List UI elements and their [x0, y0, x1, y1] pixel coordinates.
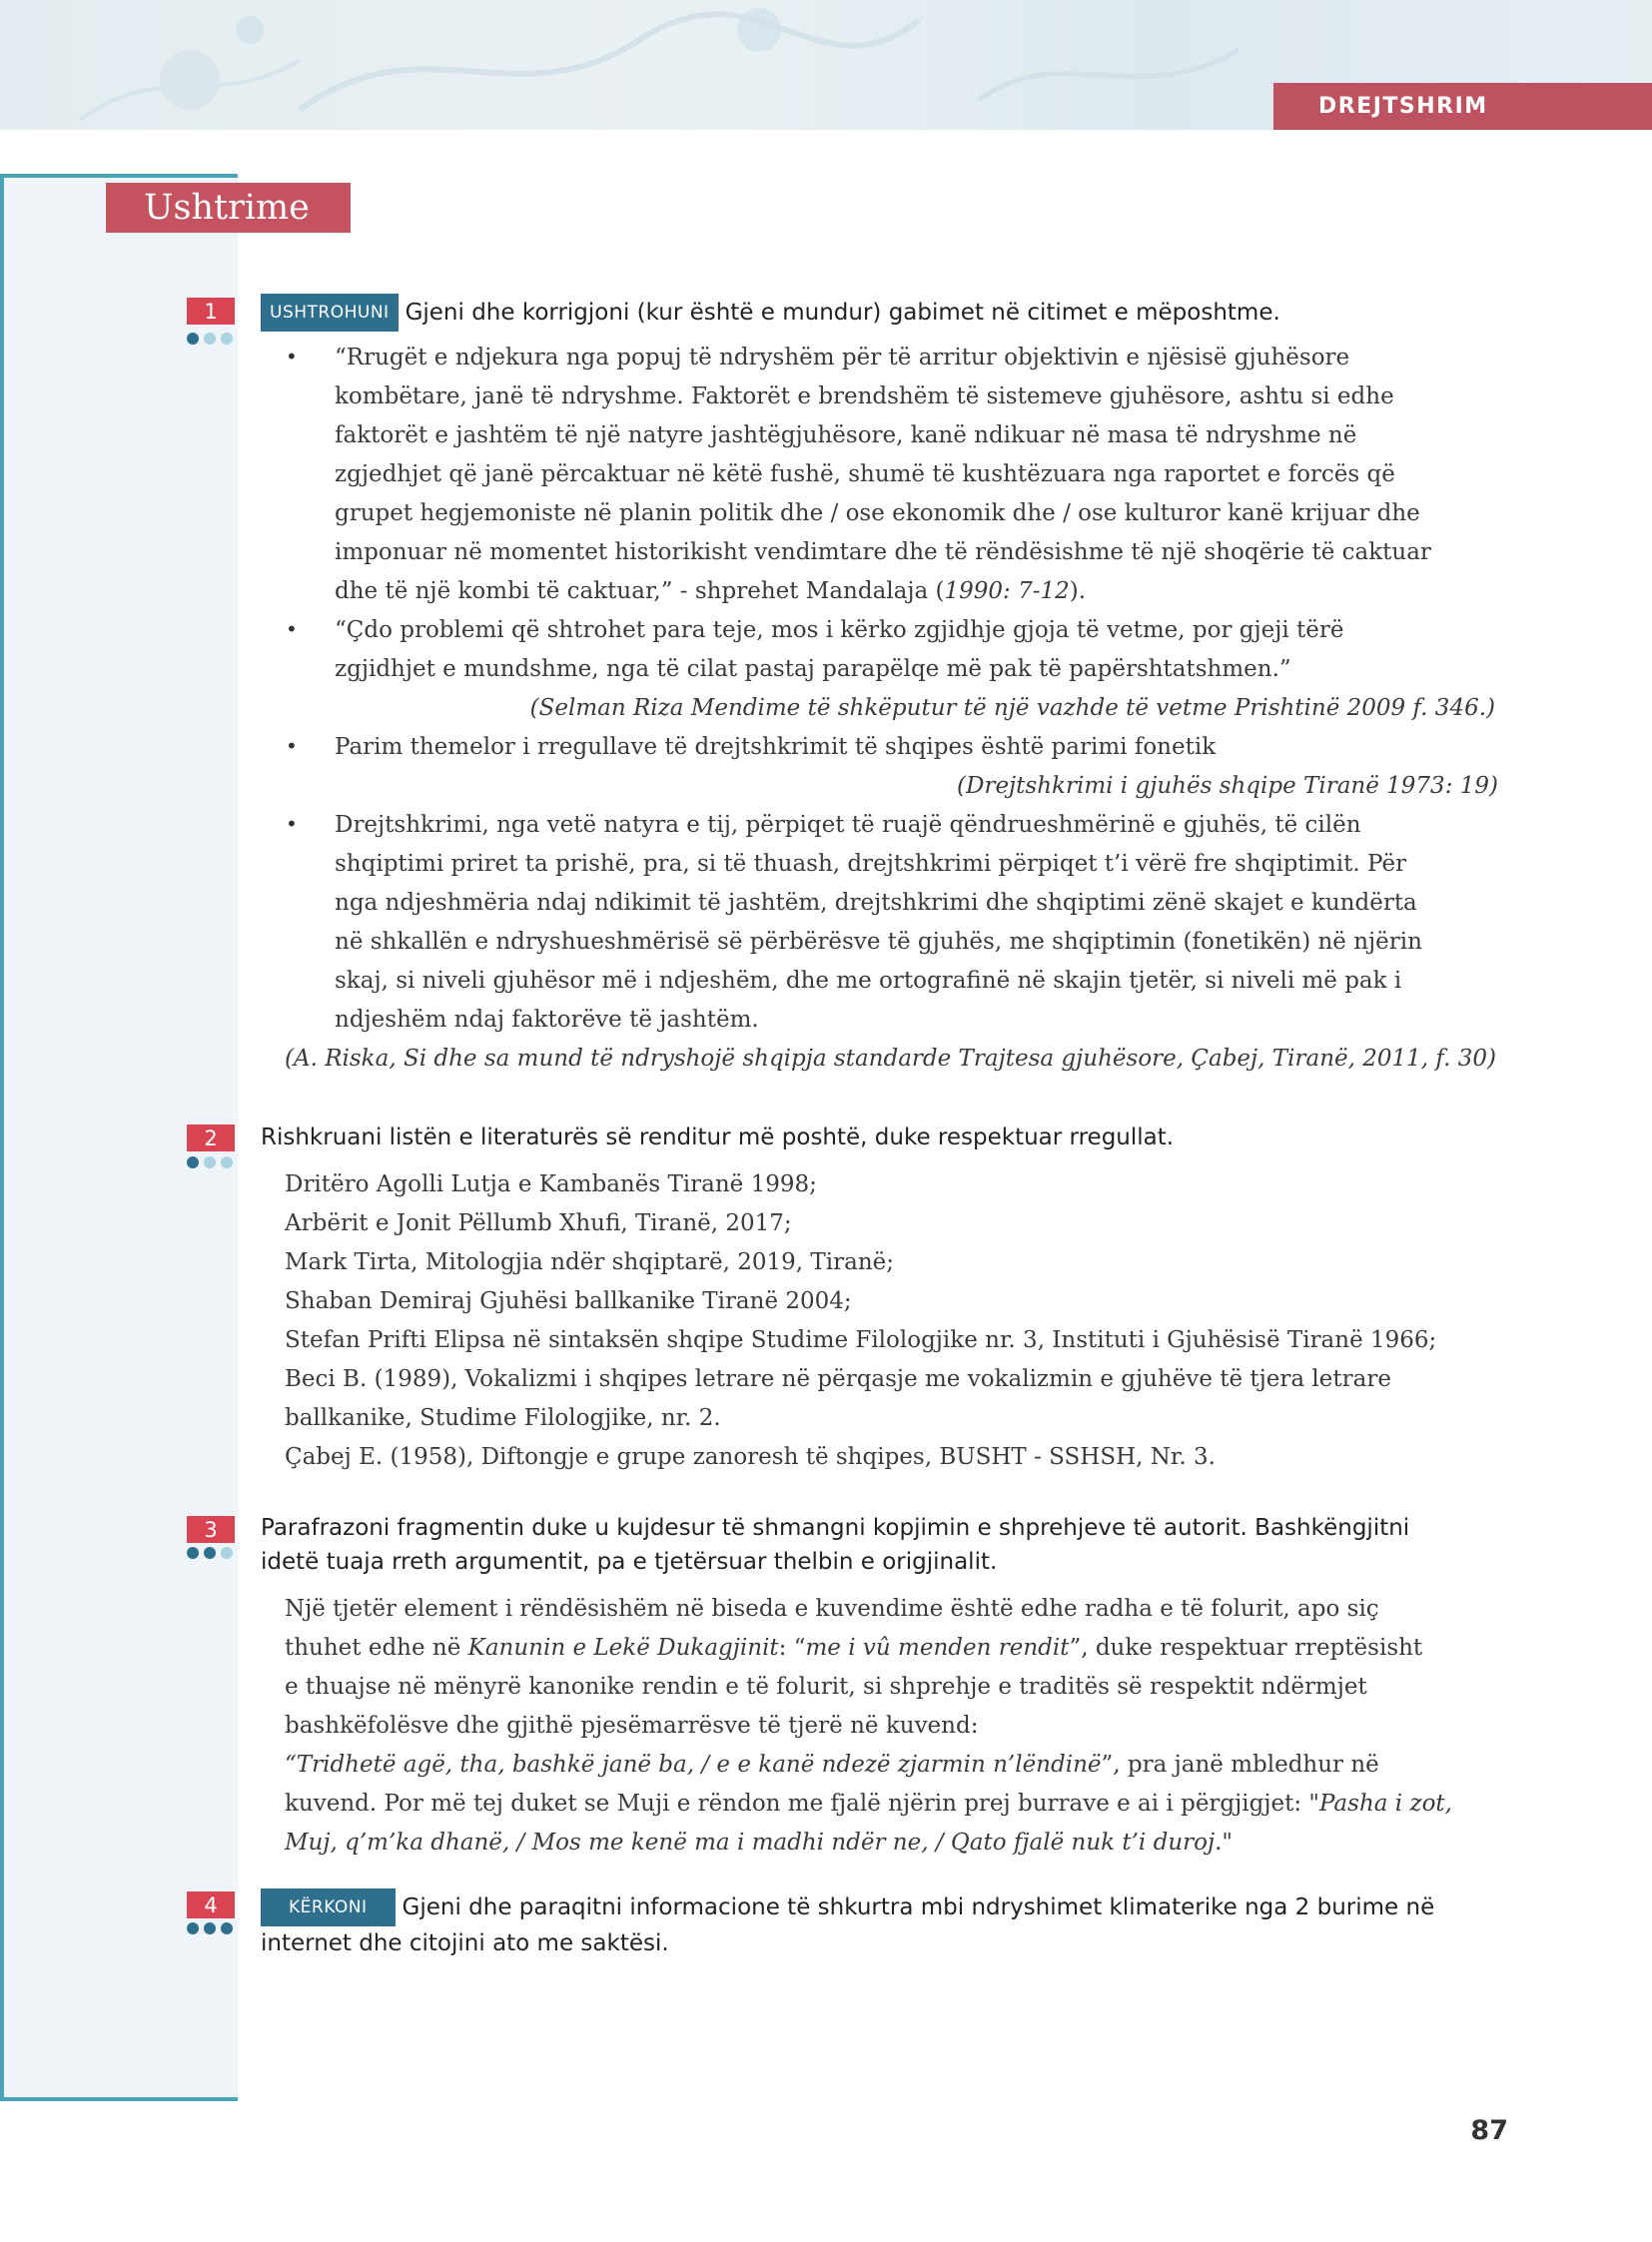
passage-line	[285, 1629, 1503, 1668]
reference-item: Dritëro Agolli Lutja e Kambanës Tiranë 1998;	[285, 1171, 817, 1197]
difficulty-dot	[187, 333, 199, 345]
difficulty-dot	[221, 1547, 233, 1559]
exercise-number-text: 4	[204, 1892, 218, 1917]
quote-line: faktorët e jashtëm të një natyre jashtëgjuhësore, kanë ndikuar në masa të ndryshme në	[335, 422, 1357, 448]
quote-line: imponuar në momentet historikisht vendimtare dhe të rëndësishme të një shoqërie të caktuar	[335, 539, 1431, 565]
exercise-number-4	[187, 1891, 235, 1918]
page-number: 87	[1470, 2115, 1508, 2146]
citation-year: 1990: 7-12	[944, 578, 1070, 604]
exercise-instruction-2	[261, 1121, 1174, 1154]
instruction-text: Rishkruani listën e literaturës së renditur më poshtë, duke respektuar rregullat.	[261, 1124, 1175, 1150]
difficulty-dot	[204, 1547, 216, 1559]
section-label	[1273, 83, 1652, 130]
bullet-icon: •	[286, 345, 298, 369]
difficulty-dot	[221, 1922, 233, 1934]
exercise-number-text: 3	[204, 1517, 218, 1542]
difficulty-dots-2	[187, 1156, 233, 1168]
difficulty-dot	[187, 1922, 199, 1934]
quote-line: Parim themelor i rregullave të drejtshkrimit të shqipes është parimi fonetik	[335, 734, 1217, 760]
quote-3	[335, 728, 1498, 806]
instruction-line	[261, 1888, 1434, 1926]
exercise-number-3	[187, 1516, 235, 1543]
difficulty-dot	[204, 1922, 216, 1934]
bullet-icon: •	[286, 617, 298, 641]
quote-line: në shkallën e ndryshueshmërisë së përbërësve të gjuhës, me shqiptimin (fonetikën) në njërin	[335, 929, 1422, 955]
quote-line: “Çdo problemi që shtrohet para teje, mos i kërko zgjidhje gjoja të vetme, por gjeji tërë	[335, 617, 1344, 643]
passage-text: kuvend. Por më tej duket se Muji e rëndon me fjalë njërin prej burrave e ai i përgjigjet: "	[285, 1791, 1319, 1817]
passage-text: ”, pra janë mbledhur në	[1101, 1752, 1379, 1778]
section-title-text: Ushtrime	[144, 188, 310, 228]
passage-text: : “	[778, 1635, 806, 1661]
difficulty-dot	[221, 1156, 233, 1168]
difficulty-dot	[187, 1156, 199, 1168]
instruction-text: Gjeni dhe paraqitni informacione të shkurtra mbi ndryshimet klimaterike nga 2 burime në	[402, 1894, 1435, 1920]
reference-item: Çabej E. (1958), Diftongje e grupe zanoresh të shqipes, BUSHT - SSHSH, Nr. 3.	[285, 1444, 1216, 1470]
passage-line	[285, 1824, 1503, 1863]
passage-line	[285, 1785, 1503, 1824]
difficulty-dots-4	[187, 1922, 233, 1934]
difficulty-dot	[204, 333, 216, 345]
quote-4	[335, 806, 1503, 1040]
quote-line: skaj, si niveli gjuhësor më i ndjeshëm, dhe me ortografinë në skajin tjetër, si niveli më pak i	[335, 968, 1402, 994]
quote-source: (Selman Riza Mendime të shkëputur të një vazhde të vetme Prishtinë 2009 f. 346.)	[529, 695, 1495, 721]
reference-item: Stefan Prifti Elipsa në sintaksën shqipe Studime Filologjike nr. 3, Instituti i Gjuhësisë Tiranë 1966;	[285, 1327, 1437, 1353]
quote-line: “Rrugët e ndjekura nga popuj të ndryshëm për të arritur objektivin e njësisë gjuhësore	[335, 345, 1350, 371]
quote-text: ).	[1069, 578, 1087, 604]
passage-line	[285, 1746, 1503, 1785]
quote-line: zgjidhjet e mundshme, nga të cilat pastaj parapëlqe më pak të papërshtatshmen.”	[335, 656, 1291, 682]
section-title	[106, 183, 351, 233]
quote-source: (A. Riska, Si dhe sa mund të ndryshojë shqipja standarde Trajtesa gjuhësore, Çabej, Tiranë, 2011, f. 30)	[285, 1046, 1496, 1072]
passage-text: thuhet edhe në	[285, 1635, 468, 1661]
difficulty-dot	[187, 1547, 199, 1559]
reference-item: Shaban Demiraj Gjuhësi ballkanike Tiranë 2004;	[285, 1288, 852, 1314]
exercise-number-text: 2	[204, 1125, 218, 1150]
exercise-number-2	[187, 1124, 235, 1151]
bullet-icon: •	[286, 812, 298, 836]
exercise-instruction-1	[261, 294, 1280, 332]
section-label-text: DREJTSHRIM	[1318, 94, 1488, 119]
passage	[285, 1590, 1503, 1863]
quote-line: nga ndjeshmëria ndaj ndikimit të jashtëm, drejtshkrimi dhe shqiptimi zënë skajet e kundërta	[335, 890, 1417, 916]
reference-list	[285, 1165, 1503, 1477]
quote-line: kombëtare, janë të ndryshme. Faktorët e brendshëm të sistemeve gjuhësore, ashtu si edhe	[335, 383, 1394, 409]
passage-line: e thuajse në mënyrë kanonike rendin e të folurit, si shprehje e traditës së respektit ndërmjet	[285, 1674, 1367, 1700]
quote-1	[335, 339, 1503, 611]
exercise-tag: USHTROHUNI	[261, 294, 399, 332]
difficulty-dot	[221, 333, 233, 345]
quote-line: ndjeshëm ndaj faktorëve të jashtëm.	[335, 1007, 759, 1033]
quote-line: shqiptimi priret ta prishë, pra, si të thuash, drejtshkrimi përpiqet t’i vërë fre shqiptimit. Për	[335, 851, 1407, 877]
passage-line: bashkëfolësve dhe gjithë pjesëmarrësve të tjerë në kuvend:	[285, 1713, 979, 1739]
instruction-text: Gjeni dhe korrigjoni (kur është e mundur) gabimet në citimet e mëposhtme.	[405, 300, 1280, 326]
reference-item: Arbërit e Jonit Pëllumb Xhufi, Tiranë, 2017;	[285, 1210, 792, 1236]
instruction-text: Parafrazoni fragmentin duke u kujdesur të shmangni kopjimin e shprehjeve të autorit. Bashkëngjitni	[261, 1515, 1410, 1541]
quote-source: (Drejtshkrimi i gjuhës shqipe Tiranë 1973: 19)	[957, 773, 1498, 799]
passage-text: ”, duke respektuar rreptësisht	[1069, 1635, 1423, 1661]
passage-italic: Muj, q’m’ka dhanë, / Mos me kenë ma i madhi ndër ne, / Qato fjalë nuk t’i duroj."	[285, 1830, 1233, 1856]
difficulty-dots-3	[187, 1547, 233, 1559]
quote-text: dhe të një kombi të caktuar,” - shprehet Mandalaja (	[335, 578, 945, 604]
passage-italic: Kanunin e Lekë Dukagjinit	[467, 1635, 779, 1661]
passage-italic: Pasha i zot,	[1318, 1791, 1452, 1817]
reference-item: ballkanike, Studime Filologjike, nr. 2.	[285, 1405, 721, 1431]
quote-line: Drejtshkrimi, nga vetë natyra e tij, përpiqet të ruajë qëndrueshmërinë e gjuhës, të cilën	[335, 812, 1361, 838]
quote-line: zgjedhjet që janë përcaktuar në këtë fushë, shumë të kushtëzuara nga raportet e forcës që	[335, 461, 1395, 487]
exercise-number-text: 1	[204, 299, 218, 324]
quote-2	[335, 611, 1503, 728]
exercise-instruction-3	[261, 1511, 1409, 1579]
difficulty-dot	[204, 1156, 216, 1168]
quote-line: grupet hegjemoniste në planin politik dhe / ose ekonomik dhe / ose kulturor kanë krijuar dhe	[335, 500, 1420, 526]
instruction-text: idetë tuaja rreth argumentit, pa e tjetërsuar thelbin e origjinalit.	[261, 1549, 998, 1575]
passage-line: Një tjetër element i rëndësishëm në biseda e kuvendime është edhe radha e të folurit, apo siç	[285, 1596, 1379, 1622]
instruction-text: internet dhe citojini ato me saktësi.	[261, 1930, 669, 1956]
passage-italic: me i vû menden rendit	[805, 1635, 1070, 1661]
passage-italic: “Tridhetë agë, tha, bashkë janë ba, / e e kanë ndezë zjarmin n’lëndinë	[285, 1752, 1102, 1778]
bullet-icon: •	[286, 734, 298, 758]
reference-item: Mark Tirta, Mitologjia ndër shqiptarë, 2019, Tiranë;	[285, 1249, 894, 1275]
quote-line	[335, 572, 1503, 611]
difficulty-dots-1	[187, 333, 233, 345]
reference-item: Beci B. (1989), Vokalizmi i shqipes letrare në përqasje me vokalizmin e gjuhëve të tjera letrare	[285, 1366, 1391, 1392]
exercise-number-1	[187, 298, 235, 325]
exercise-tag: KËRKONI	[261, 1888, 396, 1926]
exercise-instruction-4	[261, 1888, 1434, 1960]
quote-4-source	[285, 1040, 1503, 1079]
